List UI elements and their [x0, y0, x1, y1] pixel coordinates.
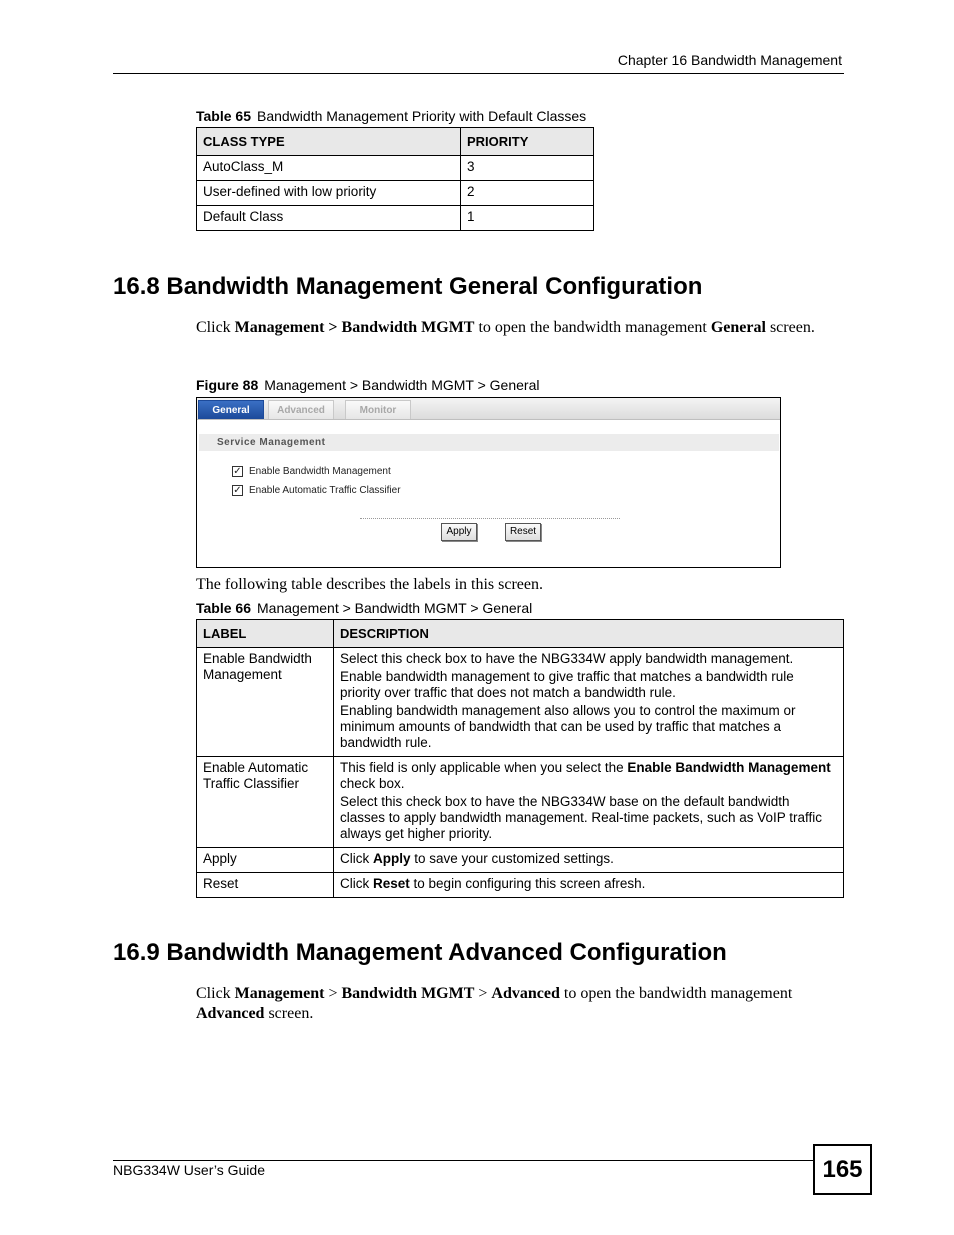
- table65-caption: [196, 108, 586, 124]
- table-cell: Select this check box to have the NBG334W apply bandwidth management. Enable bandwidth management to give traffic that matches a bandwidth rule priority over traffic that does not match a bandwidth rule. Enabling bandwidth management also allows you to control the maximum or minimum amounts of bandwidth that can be used by traffic that matches a bandwidth rule.: [334, 648, 844, 757]
- figure88-title: Management > Bandwidth MGMT > General: [264, 377, 540, 393]
- enable-bandwidth-management-label: Enable Bandwidth Management: [249, 466, 391, 477]
- section-16-9-heading: 16.9 Bandwidth Management Advanced Configuration: [113, 939, 727, 966]
- divider: [360, 518, 620, 519]
- table-cell: Reset: [197, 873, 334, 898]
- column-header: LABEL: [197, 620, 334, 648]
- reset-button[interactable]: Reset: [505, 523, 541, 541]
- table-row: [197, 873, 844, 898]
- column-header: CLASS TYPE: [197, 128, 461, 156]
- table65-title: Bandwidth Management Priority with Default Classes: [257, 108, 587, 124]
- tab-advanced[interactable]: Advanced: [268, 400, 334, 419]
- tab-bar: [197, 398, 780, 420]
- table-row: [197, 206, 594, 231]
- page-number: 165: [813, 1144, 872, 1195]
- table-cell: 3: [461, 156, 594, 181]
- table66-label: Table 66: [196, 600, 251, 616]
- figure88-caption: [196, 377, 539, 393]
- apply-button[interactable]: Apply: [441, 523, 477, 541]
- header-rule: [113, 73, 844, 74]
- tab-general[interactable]: General: [198, 400, 264, 419]
- section-16-9-intro: Click Management > Bandwidth MGMT > Advanced to open the bandwidth management Advanced screen.: [196, 985, 793, 1022]
- tab-monitor[interactable]: Monitor: [345, 400, 411, 419]
- running-header: Chapter 16 Bandwidth Management: [617, 52, 842, 68]
- section-16-8-heading: 16.8 Bandwidth Management General Configuration: [113, 273, 703, 300]
- table-cell: Click Apply to save your customized settings.: [334, 848, 844, 873]
- table-header-row: [197, 620, 844, 648]
- enable-traffic-classifier-checkbox[interactable]: ✓: [233, 485, 242, 496]
- table-row: [197, 156, 594, 181]
- column-header: DESCRIPTION: [334, 620, 844, 648]
- section-16-8-intro: Click Management > Bandwidth MGMT to open the bandwidth management General screen.: [196, 319, 815, 336]
- table-cell: User-defined with low priority: [197, 181, 461, 206]
- table66-title: Management > Bandwidth MGMT > General: [257, 600, 533, 616]
- enable-bandwidth-management-checkbox[interactable]: ✓: [233, 466, 242, 477]
- table66-caption: [196, 600, 532, 616]
- following-table-text: The following table describes the labels in this screen.: [196, 576, 544, 593]
- table-cell: Apply: [197, 848, 334, 873]
- table-header-row: [197, 128, 594, 156]
- table-cell: Enable Automatic Traffic Classifier: [197, 757, 334, 848]
- column-header: PRIORITY: [461, 128, 594, 156]
- footer-guide-title: NBG334W User’s Guide: [113, 1162, 265, 1178]
- figure88-screenshot: [196, 397, 781, 568]
- table-cell: 2: [461, 181, 594, 206]
- table66: [196, 619, 844, 898]
- footer-rule: [113, 1160, 813, 1161]
- table65: [196, 127, 594, 231]
- table-cell: Default Class: [197, 206, 461, 231]
- table-cell: This field is only applicable when you select the Enable Bandwidth Management check box. Select this check box to have the NBG334W base on the default bandwidth classes to apply bandwidth management. Real-time packets, such as VoIP traffic always get higher priority.: [334, 757, 844, 848]
- figure88-label: Figure 88: [196, 377, 259, 393]
- table-cell: Click Reset to begin configuring this screen afresh.: [334, 873, 844, 898]
- enable-traffic-classifier-label: Enable Automatic Traffic Classifier: [249, 485, 401, 496]
- table-row: [197, 181, 594, 206]
- table-cell: Enable Bandwidth Management: [197, 648, 334, 757]
- enable-bandwidth-management-row[interactable]: [232, 466, 391, 477]
- table-row: [197, 757, 844, 848]
- table-row: [197, 648, 844, 757]
- service-management-heading: Service Management: [199, 434, 779, 451]
- enable-traffic-classifier-row[interactable]: [232, 485, 401, 496]
- table65-label: Table 65: [196, 108, 251, 124]
- table-cell: 1: [461, 206, 594, 231]
- table-row: [197, 848, 844, 873]
- table-cell: AutoClass_M: [197, 156, 461, 181]
